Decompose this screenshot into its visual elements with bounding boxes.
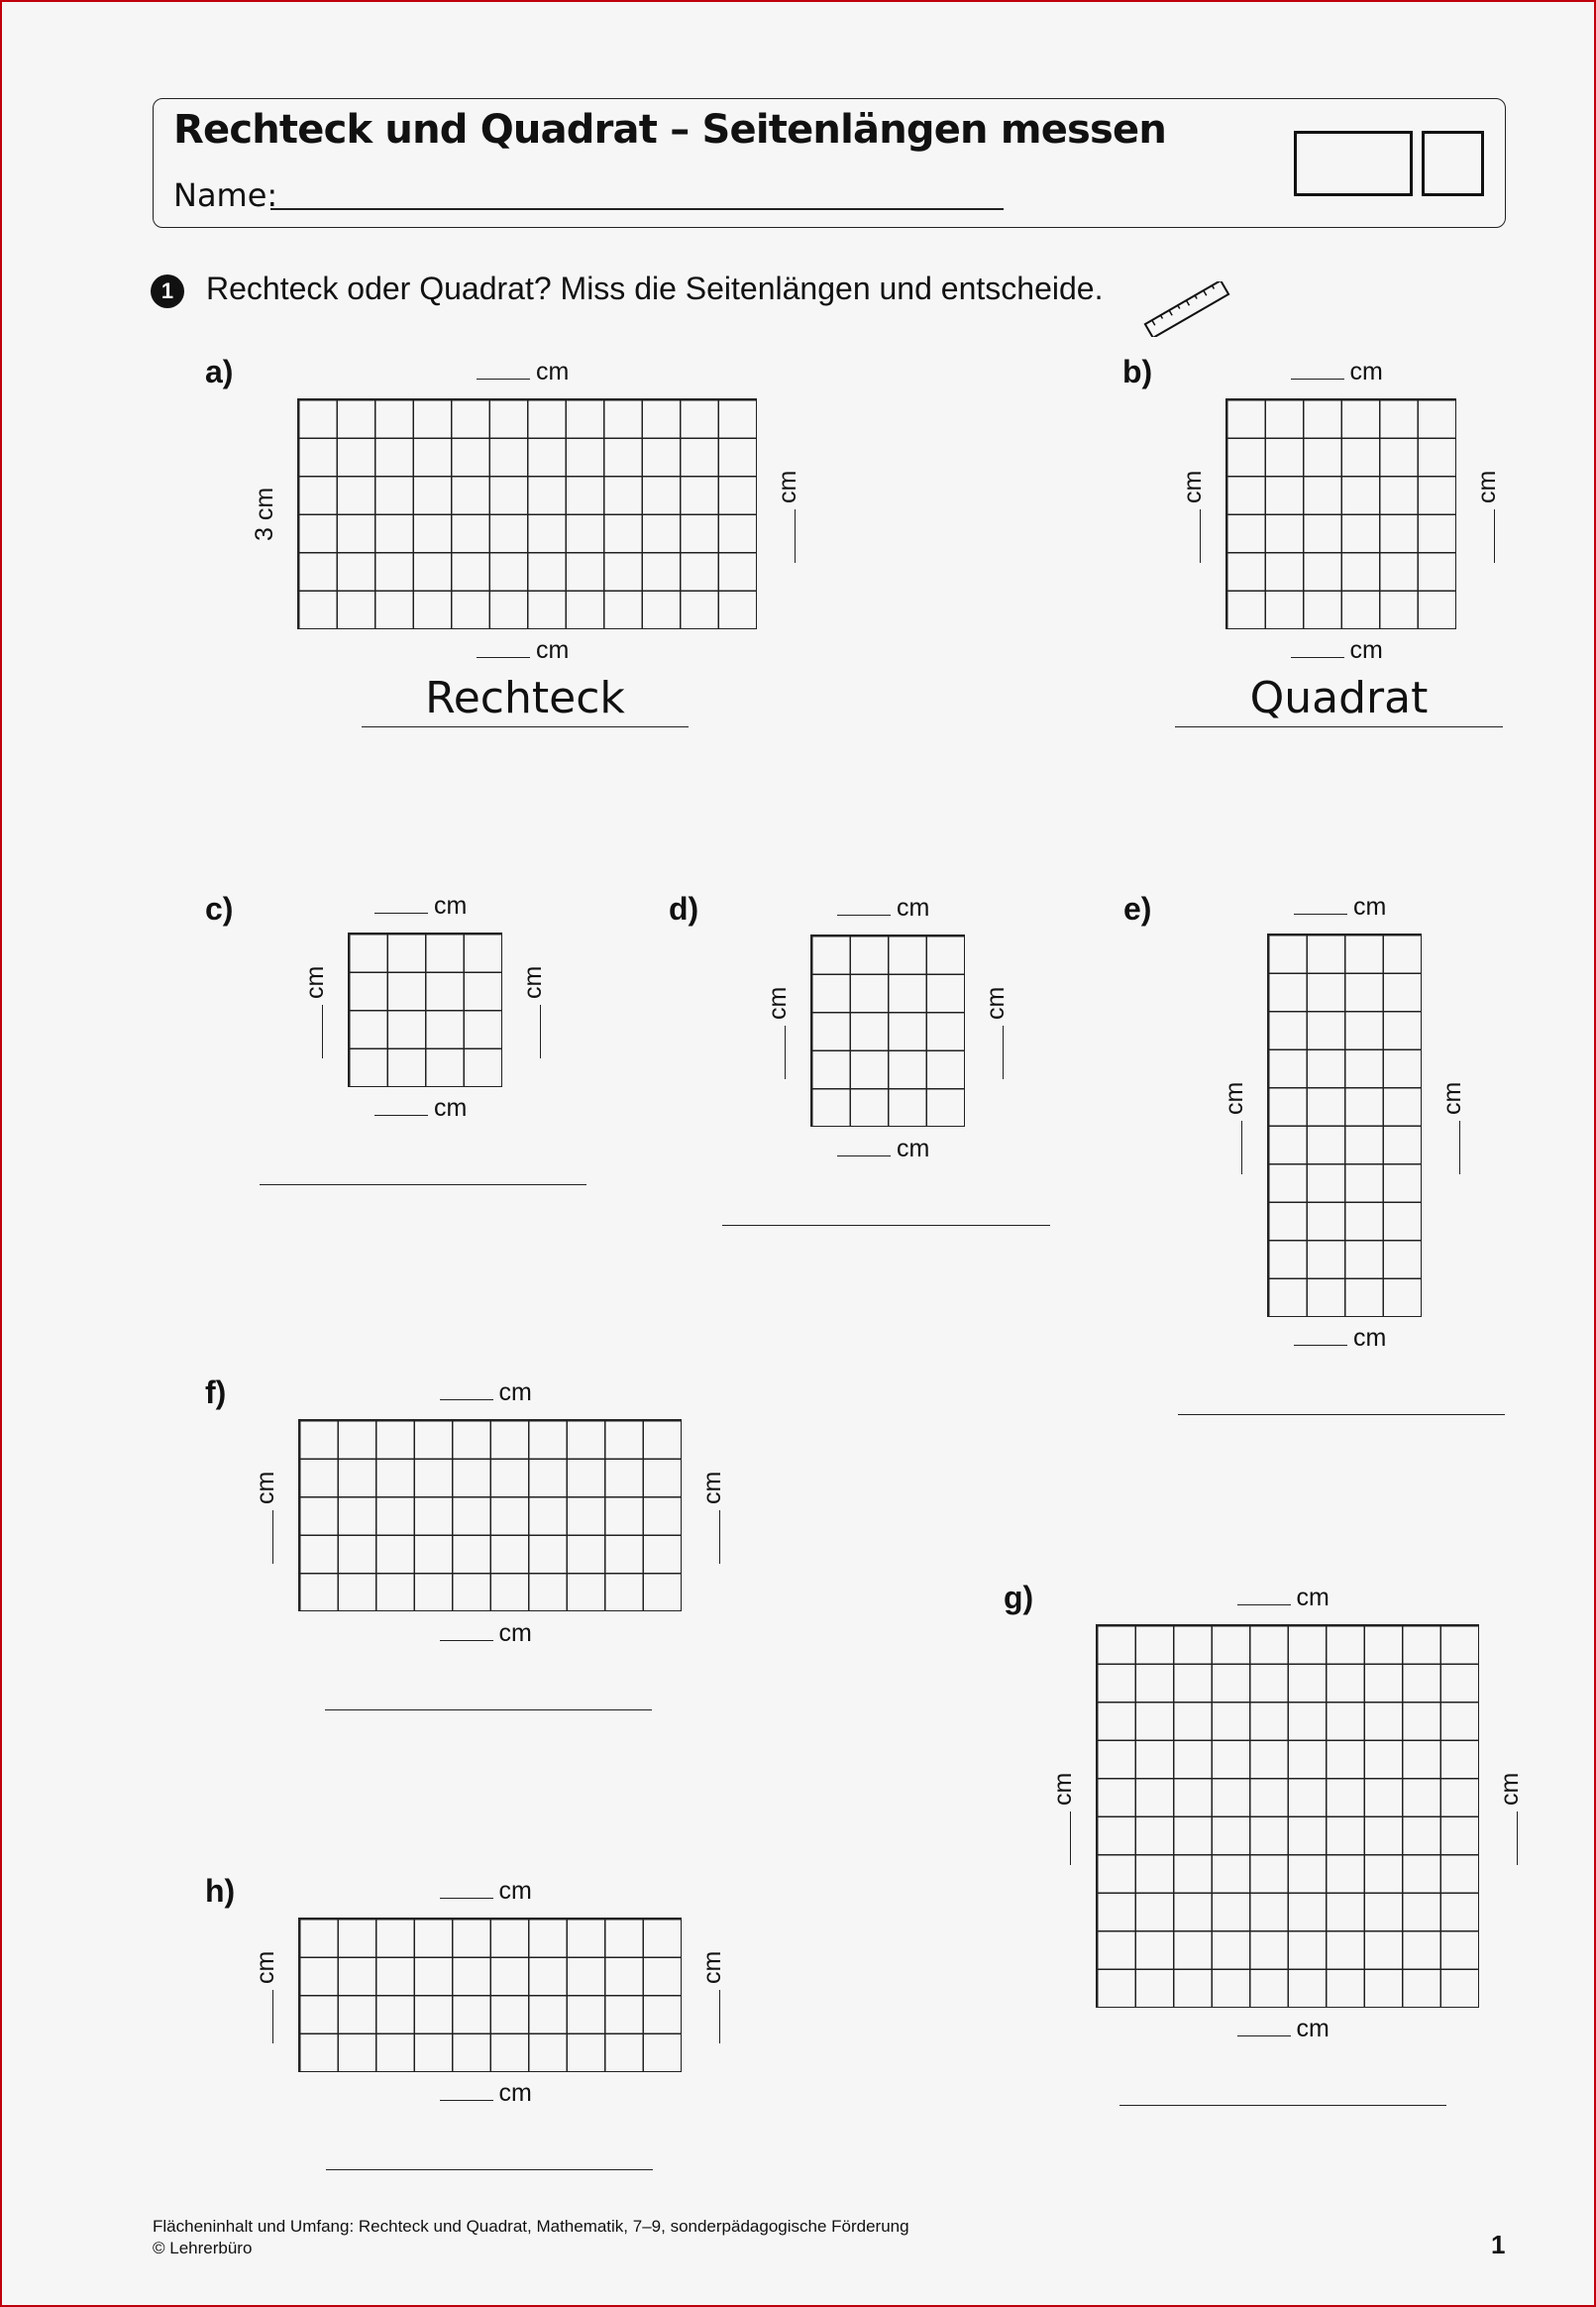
unit-cm: cm <box>1473 470 1501 503</box>
unit-cm: cm <box>498 2079 532 2107</box>
answer-line[interactable] <box>1175 726 1503 727</box>
side-length-label-left <box>1048 1772 1078 1864</box>
unit-cm: cm <box>1353 1324 1387 1352</box>
answer-line[interactable] <box>325 1709 652 1710</box>
score-box-small <box>1422 131 1484 196</box>
length-blank[interactable] <box>374 891 428 914</box>
length-blank[interactable] <box>773 509 796 563</box>
side-length-label-right <box>518 966 548 1058</box>
length-blank[interactable] <box>1048 1812 1071 1865</box>
length-blank[interactable] <box>251 1510 273 1564</box>
side-length-label-right <box>981 987 1011 1079</box>
figure-grid-c <box>348 933 502 1087</box>
figure-letter-a: a) <box>205 354 234 389</box>
figure-grid-h <box>298 1918 682 2072</box>
unit-cm: cm <box>897 894 930 922</box>
figure-letter-d: d) <box>669 891 699 927</box>
answer-text: Rechteck <box>425 673 625 723</box>
unit-cm: cm <box>1349 636 1383 664</box>
side-length-label-top <box>1237 1583 1330 1612</box>
figure-letter-b: b) <box>1122 354 1153 389</box>
side-length-label-bottom <box>440 2078 532 2108</box>
side-length-label-top <box>1294 892 1386 922</box>
side-length-label-right <box>1472 470 1502 562</box>
length-blank[interactable] <box>518 1005 541 1058</box>
length-blank[interactable] <box>697 1990 720 2043</box>
side-length-label-left <box>763 987 793 1079</box>
unit-cm: cm <box>434 1094 468 1122</box>
figure-grid-b <box>1225 398 1456 629</box>
length-blank[interactable] <box>1294 892 1347 915</box>
answer-line[interactable] <box>1178 1414 1505 1415</box>
length-blank[interactable] <box>1495 1812 1518 1865</box>
length-blank[interactable] <box>763 1026 786 1079</box>
answer-line[interactable] <box>326 2169 653 2170</box>
length-blank[interactable] <box>251 1990 273 2043</box>
unit-cm: cm <box>252 1950 279 1984</box>
name-field-line[interactable] <box>270 208 1004 210</box>
name-label: Name: <box>173 176 278 214</box>
unit-cm: cm <box>1349 358 1383 385</box>
side-length-label-bottom <box>477 635 569 665</box>
unit-cm: cm <box>1496 1772 1524 1806</box>
side-length-label-right <box>697 1951 727 2043</box>
task-number-badge: 1 <box>151 275 184 308</box>
figure-letter-e: e) <box>1123 891 1152 927</box>
unit-cm: cm <box>498 1618 532 1647</box>
side-length-label-bottom <box>1291 635 1383 665</box>
length-blank[interactable] <box>837 893 891 916</box>
length-blank[interactable] <box>440 2078 493 2101</box>
side-length-label-right <box>1437 1081 1467 1173</box>
unit-cm: cm <box>1438 1081 1466 1115</box>
side-length-label-right <box>773 470 802 562</box>
side-length-label-left <box>1178 470 1208 562</box>
length-blank[interactable] <box>837 1134 891 1156</box>
unit-cm: cm <box>1296 1584 1330 1611</box>
unit-cm: cm <box>536 358 570 385</box>
side-length-label-left <box>251 1951 280 2043</box>
ruler-icon <box>1139 281 1234 337</box>
length-blank[interactable] <box>1437 1121 1460 1174</box>
unit-cm: cm <box>498 1378 532 1406</box>
length-blank[interactable] <box>1237 1583 1291 1605</box>
length-blank[interactable] <box>440 1618 493 1641</box>
figure-grid-a <box>297 398 757 629</box>
side-length-label-bottom <box>1294 1323 1386 1353</box>
answer-line[interactable] <box>722 1225 1050 1226</box>
length-blank[interactable] <box>1294 1323 1347 1346</box>
side-length-label-left <box>1220 1081 1249 1173</box>
side-length-label-bottom <box>837 1134 929 1163</box>
unit-cm: cm <box>1353 893 1387 921</box>
side-length-label-top <box>477 357 569 386</box>
figure-grid-e <box>1267 934 1422 1317</box>
side-length-label-bottom <box>374 1093 467 1123</box>
unit-cm: cm <box>764 986 792 1021</box>
unit-cm: cm <box>252 1471 279 1505</box>
unit-cm: cm <box>1296 2015 1330 2042</box>
unit-cm: cm <box>1179 470 1207 503</box>
length-blank[interactable] <box>440 1876 493 1899</box>
unit-cm: cm <box>1221 1081 1248 1115</box>
score-box-large <box>1294 131 1413 196</box>
unit-cm: cm <box>498 1877 532 1905</box>
unit-cm: cm <box>519 965 547 999</box>
unit-cm: cm <box>982 986 1010 1021</box>
side-length-label-bottom <box>440 1618 532 1648</box>
unit-cm: cm <box>774 470 801 503</box>
footer-source: Flächeninhalt und Umfang: Rechteck und Quadrat, Mathematik, 7–9, sonderpädagogische Förderung <box>153 2217 909 2236</box>
footer-copyright: © Lehrerbüro <box>153 2239 253 2257</box>
length-blank[interactable] <box>477 357 530 380</box>
side-length-label-left <box>300 966 330 1058</box>
side-length-label-top <box>440 1377 532 1407</box>
side-length-label-bottom <box>1237 2014 1330 2043</box>
length-blank[interactable] <box>374 1093 428 1116</box>
task-instruction: Rechteck oder Quadrat? Miss die Seitenlängen und entscheide. <box>206 271 1104 306</box>
length-blank[interactable] <box>1220 1121 1242 1174</box>
length-blank[interactable] <box>1237 2014 1291 2036</box>
length-blank[interactable] <box>1291 357 1344 380</box>
length-blank[interactable] <box>477 635 530 658</box>
side-length-label-top <box>1291 357 1383 386</box>
length-blank[interactable] <box>697 1510 720 1564</box>
answer-line[interactable] <box>362 726 689 727</box>
unit-cm: cm <box>434 892 468 920</box>
side-length-label-top <box>440 1876 532 1906</box>
length-blank[interactable] <box>1178 509 1201 563</box>
unit-cm: cm <box>698 1950 726 1984</box>
unit-cm: cm <box>897 1134 930 1162</box>
side-length-label-right <box>697 1472 727 1564</box>
answer-line[interactable] <box>260 1184 586 1185</box>
figure-grid-f <box>298 1419 682 1611</box>
length-blank[interactable] <box>1291 635 1344 658</box>
unit-cm: cm <box>698 1471 726 1505</box>
side-length-label-top <box>374 891 467 921</box>
answer-line[interactable] <box>1119 2105 1446 2106</box>
unit-cm: cm <box>536 636 570 664</box>
given-side-length: 3 cm <box>251 487 278 541</box>
unit-cm: cm <box>1049 1772 1077 1806</box>
length-blank[interactable] <box>1472 509 1495 563</box>
figure-letter-f: f) <box>205 1374 227 1410</box>
figure-letter-c: c) <box>205 891 234 927</box>
figure-letter-h: h) <box>205 1873 236 1909</box>
page-title: Rechteck und Quadrat – Seitenlängen messen <box>173 107 1167 153</box>
unit-cm: cm <box>301 965 329 999</box>
figure-grid-d <box>810 934 965 1127</box>
side-length-label-left <box>250 487 279 540</box>
side-length-label-left <box>251 1472 280 1564</box>
footer <box>153 2216 909 2259</box>
length-blank[interactable] <box>981 1026 1004 1079</box>
page-number: 1 <box>1491 2230 1506 2259</box>
length-blank[interactable] <box>440 1377 493 1400</box>
side-length-label-top <box>837 893 929 923</box>
side-length-label-right <box>1495 1772 1525 1864</box>
answer-text: Quadrat <box>1249 673 1429 723</box>
figure-letter-g: g) <box>1004 1580 1034 1615</box>
figure-grid-g <box>1096 1624 1479 2008</box>
length-blank[interactable] <box>300 1005 323 1058</box>
